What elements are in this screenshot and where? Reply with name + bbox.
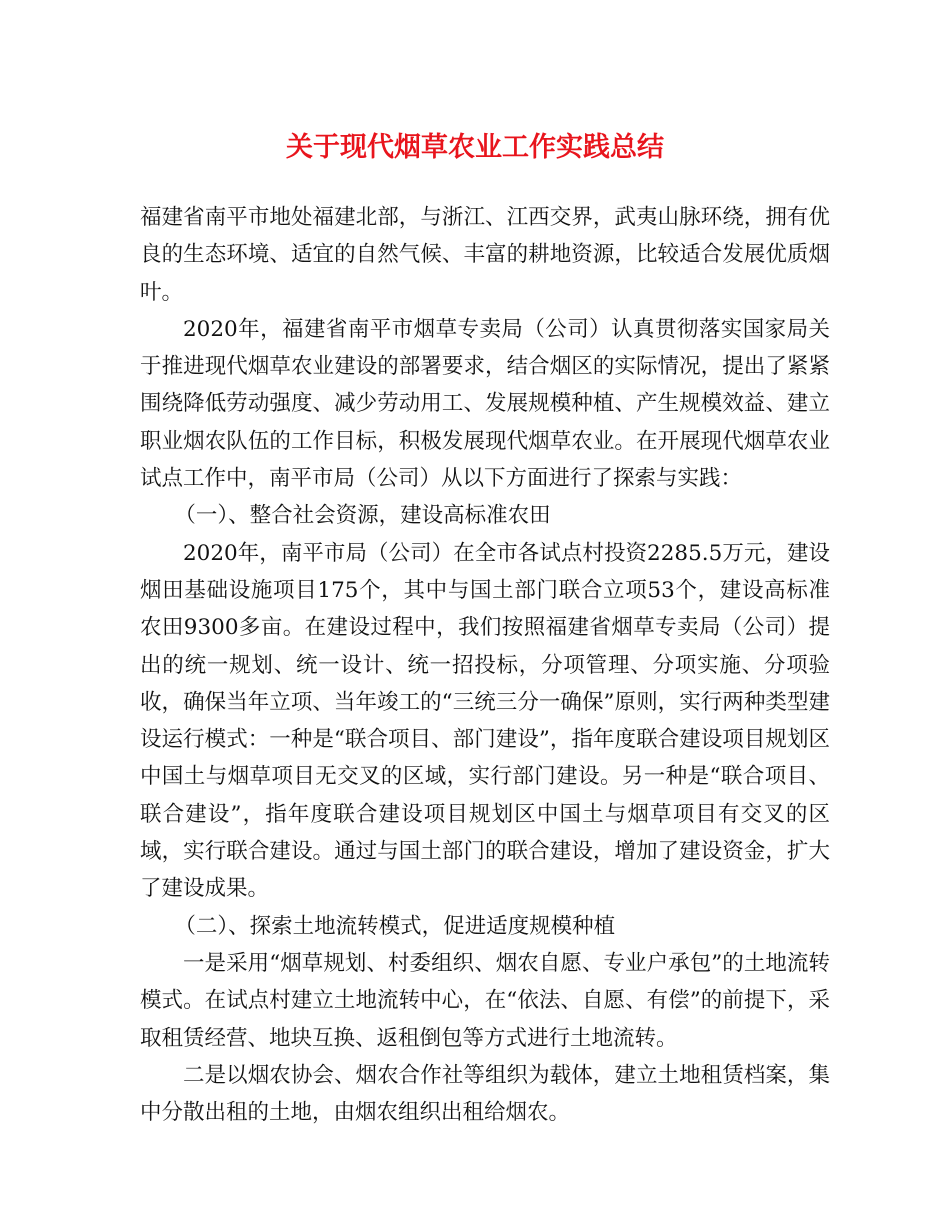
section-heading-2: （二）、探索土地流转模式，促进适度规模种植: [174, 913, 616, 939]
section-heading-1: （一）、整合社会资源，建设高标准农田: [174, 503, 551, 529]
document-body: [140, 199, 830, 1131]
paragraph-background: 2020年，福建省南平市烟草专卖局（公司）认真贯彻落实国家局关于推进现代烟草农业建设的部署要求，结合烟区的实际情况，提出了紧紧围绕降低劳动强度、减少劳动用工、发展规模种植、产生规模效益、建立职业烟农队伍的工作目标，积极发展现代烟草农业。在开展现代烟草农业试点工作中，南平市局（公司）从以下方面进行了探索与实践：: [140, 316, 830, 492]
page-title: 关于现代烟草农业工作实践总结: [286, 132, 664, 163]
paragraph-section-1: 2020年，南平市局（公司）在全市各试点村投资2285.5万元，建设烟田基础设施项目175个，其中与国土部门联合立项53个，建设高标准农田9300多亩。在建设过程中，我们按照福建省烟草专卖局（公司）提出的统一规划、统一设计、统一招投标，分项管理、分项实施、分项验收，确保当年立项、当年竣工的“三统三分一确保”原则，实行两种类型建设运行模式：一种是“联合项目、部门建设”，指年度联合建设项目规划区中国土与烟草项目无交叉的区域，实行部门建设。另一种是“联合项目、联合建设”，指年度联合建设项目规划区中国土与烟草项目有交叉的区域，实行联合建设。通过与国土部门的联合建设，增加了建设资金，扩大了建设成果。: [140, 540, 830, 902]
paragraph-section-2-point-2: 二是以烟农协会、烟农合作社等组织为载体，建立土地租赁档案，集中分散出租的土地，由烟农组织出租给烟农。: [140, 1062, 830, 1126]
paragraph-intro: 福建省南平市地处福建北部，与浙江、江西交界，武夷山脉环绕，拥有优良的生态环境、适宜的自然气候、丰富的耕地资源，比较适合发展优质烟叶。: [140, 205, 830, 305]
paragraph-section-2-point-1: 一是采用“烟草规划、村委组织、烟农自愿、专业户承包”的土地流转模式。在试点村建立土地流转中心，在“依法、自愿、有偿”的前提下，采取租赁经营、地块互换、返租倒包等方式进行土地流转。: [140, 950, 830, 1051]
